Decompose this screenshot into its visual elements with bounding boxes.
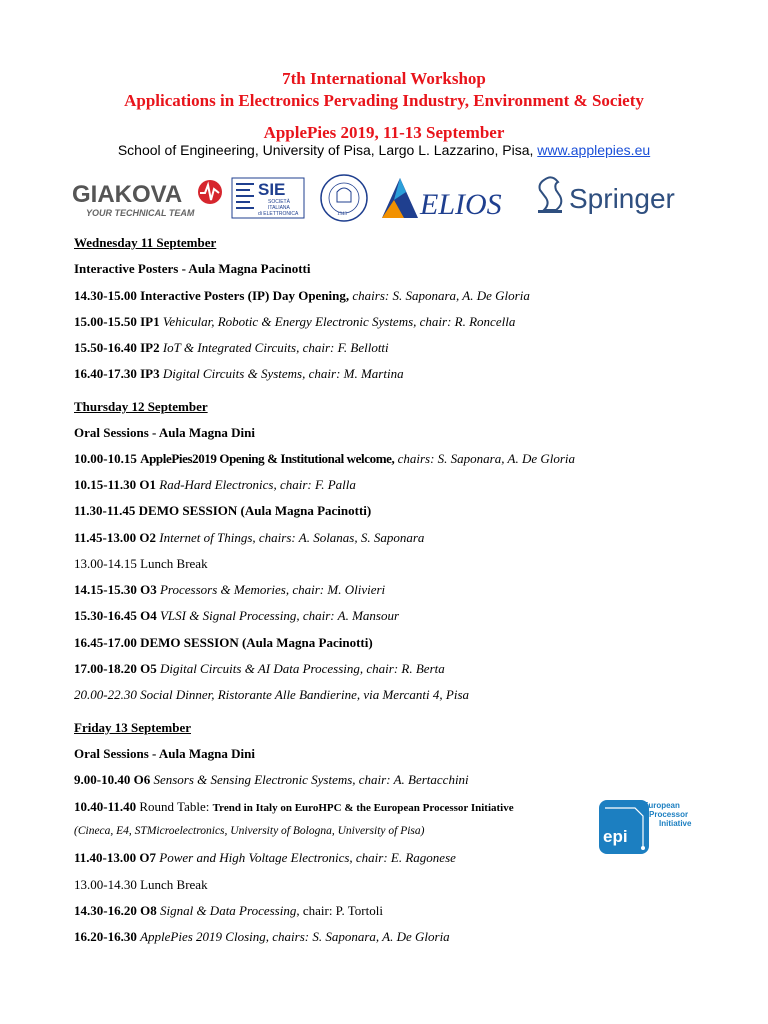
session-code: O2 bbox=[139, 530, 156, 545]
session-row bbox=[74, 530, 424, 546]
session-detail: Sensors & Sensing Electronic Systems, chair: A. Bertacchini bbox=[153, 772, 469, 787]
session-time: 10.40-11.40 bbox=[74, 799, 137, 814]
session-time: 17.00-18.20 bbox=[74, 661, 137, 676]
session-row bbox=[74, 903, 383, 919]
session-detail: IoT & Integrated Circuits bbox=[162, 340, 297, 355]
address-text: School of Engineering, University of Pisa, Largo L. Lazzarino, Pisa, bbox=[117, 142, 534, 158]
session-row bbox=[74, 635, 373, 651]
session-code: O4 bbox=[140, 608, 157, 623]
epi-logo-svg bbox=[597, 798, 701, 856]
springer-horse-icon bbox=[540, 177, 562, 210]
epi-line1: European bbox=[643, 801, 680, 810]
session-detail: Vehicular, Robotic & Energy Electronic Systems, chair: R. Roncella bbox=[162, 314, 516, 329]
break-row: 13.00-14.15 Lunch Break bbox=[74, 556, 208, 571]
sie-sub3: di ELETTRONICA bbox=[258, 211, 299, 217]
session-code: O8 bbox=[140, 903, 157, 918]
giakova-tagline: YOUR TECHNICAL TEAM bbox=[86, 208, 195, 218]
session-time: 14.30-15.00 bbox=[74, 288, 137, 303]
session-row bbox=[74, 477, 356, 493]
session-time: 14.15-15.30 bbox=[74, 582, 137, 597]
session-detail: Signal & Data Processing bbox=[159, 903, 297, 918]
workshop-edition-title: 7th International Workshop bbox=[282, 69, 486, 88]
session-time: 14.30-16.20 bbox=[74, 903, 137, 918]
session-time: 15.00-15.50 bbox=[74, 314, 137, 329]
session-code: O7 bbox=[139, 850, 156, 865]
website-link[interactable]: www.applepies.eu bbox=[537, 142, 651, 158]
epi-logo bbox=[597, 798, 701, 856]
session-row bbox=[74, 608, 399, 624]
sie-wordmark: SIE bbox=[258, 180, 286, 199]
venue-text: Interactive Posters - Aula Magna Pacinotti bbox=[74, 261, 311, 276]
session-row bbox=[74, 366, 404, 382]
session-detail: ApplePies 2019 Closing, chairs: S. Saponara, A. De Gloria bbox=[140, 929, 450, 944]
session-time: 9.00-10.40 bbox=[74, 772, 131, 787]
session-title: DEMO SESSION (Aula Magna Pacinotti) bbox=[140, 635, 373, 650]
epi-line2: Processor bbox=[649, 810, 689, 819]
venue-friday bbox=[74, 746, 255, 762]
epi-mark: epi bbox=[603, 827, 628, 846]
sponsor-logos-svg bbox=[72, 170, 702, 226]
session-row bbox=[74, 582, 385, 598]
session-detail: Internet of Things, chairs: A. Solanas, S. Saponara bbox=[159, 530, 425, 545]
session-code: O3 bbox=[140, 582, 157, 597]
session-code: O5 bbox=[140, 661, 157, 676]
venue-thursday bbox=[74, 425, 255, 441]
seal-year: 1343 bbox=[337, 212, 347, 217]
event-dates-title: ApplePies 2019, 11-13 September bbox=[263, 123, 505, 142]
session-row bbox=[74, 503, 371, 519]
day-heading-wednesday: Wednesday 11 September bbox=[74, 235, 217, 250]
springer-wordmark: Springer bbox=[569, 183, 675, 214]
session-row bbox=[74, 314, 515, 330]
session-time: 15.30-16.45 bbox=[74, 608, 137, 623]
session-detail: chairs: S. Saponara, A. De Gloria bbox=[349, 288, 530, 303]
session-row bbox=[74, 451, 575, 467]
session-time: 10.15-11.30 bbox=[74, 477, 137, 492]
elios-wordmark: ELIOS bbox=[420, 188, 502, 221]
session-chair: , chair: F. Bellotti bbox=[296, 340, 389, 355]
session-chair: , chair: P. Tortoli bbox=[296, 903, 383, 918]
session-time: 16.40-17.30 bbox=[74, 366, 137, 381]
venue-wednesday bbox=[74, 261, 310, 277]
round-table-label: Round Table: bbox=[139, 799, 210, 814]
epi-line3: Initiative bbox=[659, 819, 692, 828]
session-row bbox=[74, 772, 469, 788]
session-code: O1 bbox=[139, 477, 156, 492]
session-time: 15.50-16.40 bbox=[74, 340, 137, 355]
participants-text: (Cineca, E4, STMicroelectronics, University of Bologna, University of Pisa) bbox=[74, 825, 425, 837]
session-row bbox=[74, 288, 530, 304]
session-row bbox=[74, 661, 445, 677]
round-table-participants bbox=[74, 825, 424, 837]
sponsor-logos bbox=[72, 170, 702, 226]
round-table-topic: Trend in Italy on EuroHPC & the European Processor Initiative bbox=[212, 802, 514, 814]
university-seal-logo bbox=[321, 175, 367, 221]
session-row bbox=[74, 929, 450, 945]
session-chair: , chair: M. Martina bbox=[302, 366, 404, 381]
session-code: IP2 bbox=[140, 340, 160, 355]
elios-logo bbox=[382, 178, 502, 221]
session-time: 11.45-13.00 bbox=[74, 530, 137, 545]
session-time: 11.30-11.45 bbox=[74, 503, 136, 518]
break-row: 13.00-14.30 Lunch Break bbox=[74, 877, 208, 892]
session-row bbox=[74, 340, 389, 356]
session-time: 16.20-16.30 bbox=[74, 929, 137, 944]
session-code: O6 bbox=[133, 772, 151, 787]
session-detail: Digital Circuits & AI Data Processing, chair: R. Berta bbox=[159, 661, 445, 676]
giakova-wordmark: GIAKOVA bbox=[72, 181, 183, 208]
social-dinner-text: 20.00-22.30 Social Dinner, Ristorante Alle Bandierine, via Mercanti 4, Pisa bbox=[74, 687, 470, 702]
social-dinner-row bbox=[74, 687, 469, 703]
springer-logo bbox=[538, 177, 675, 214]
session-title: Interactive Posters (IP) Day Opening, bbox=[140, 288, 350, 303]
session-detail: Processors & Memories, chair: M. Olivieri bbox=[159, 582, 386, 597]
session-detail: VLSI & Signal Processing, chair: A. Mansour bbox=[159, 608, 400, 623]
session-title: ApplePies2019 Opening & Institutional welcome, bbox=[140, 451, 395, 466]
workshop-title: Applications in Electronics Pervading Industry, Environment & Society bbox=[124, 91, 644, 110]
session-title: DEMO SESSION (Aula Magna Pacinotti) bbox=[138, 503, 372, 518]
venue-text: Oral Sessions - Aula Magna Dini bbox=[74, 746, 255, 761]
giakova-logo bbox=[72, 180, 222, 218]
venue-text: Oral Sessions - Aula Magna Dini bbox=[74, 425, 255, 440]
venue-address bbox=[0, 142, 768, 158]
round-table-row bbox=[74, 799, 514, 815]
session-detail: chairs: S. Saponara, A. De Gloria bbox=[394, 451, 576, 466]
sie-logo bbox=[232, 178, 304, 218]
session-time: 10.00-10.15 bbox=[74, 451, 137, 466]
session-detail: Power and High Voltage Electronics, chair: E. Ragonese bbox=[159, 850, 456, 865]
session-time: 16.45-17.00 bbox=[74, 635, 137, 650]
sie-sub1: SOCIETÀ bbox=[268, 199, 290, 205]
session-code: IP1 bbox=[140, 314, 160, 329]
session-row bbox=[74, 850, 456, 866]
session-code: IP3 bbox=[140, 366, 160, 381]
day-heading-thursday: Thursday 12 September bbox=[74, 399, 208, 414]
sie-sub2: ITALIANA bbox=[268, 205, 290, 211]
session-detail: Rad-Hard Electronics, chair: F. Palla bbox=[159, 477, 356, 492]
session-detail: Digital Circuits & Systems bbox=[162, 366, 303, 381]
session-time: 11.40-13.00 bbox=[74, 850, 137, 865]
day-heading-friday: Friday 13 September bbox=[74, 720, 191, 735]
